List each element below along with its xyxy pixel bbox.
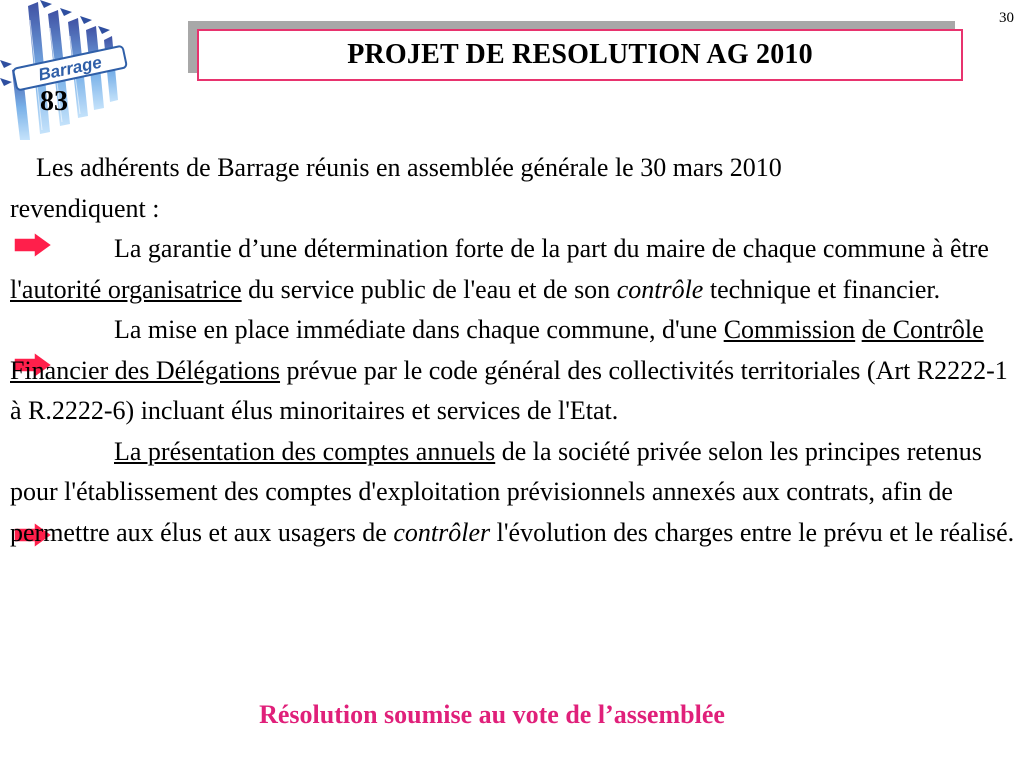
logo-number: 83 xyxy=(40,86,68,117)
item-1-text-c: technique et financier. xyxy=(703,274,941,304)
resolution-note: Résolution soumise au vote de l’assemblée xyxy=(259,700,725,729)
item-3-underlined: La présentation des comptes annuels xyxy=(114,436,496,466)
intro-line-1: Les adhérents de Barrage réunis en assemblée générale le 30 mars 2010 xyxy=(36,153,782,182)
item-paragraph-3 xyxy=(10,432,1020,554)
item-2-underlined-b: de Contrôle Financier des Délégations xyxy=(10,315,984,385)
item-2-text-b: prévue par le code général des collectivités territoriales (Art R2222-1 à R.2222-6) incluant élus minoritaires et services de l'Etat. xyxy=(10,355,1008,425)
item-paragraph-2 xyxy=(10,310,1020,432)
logo-text: Barrage xyxy=(36,52,104,85)
barrage-logo-graphic xyxy=(0,0,150,145)
item-3-text-a: de la société privée selon les principes retenus pour l'établissement des comptes d'exploitation prévisionnels annexés aux contrats, afin de permettre aux élus et aux usagers de xyxy=(10,436,982,547)
item-3-text-b: l'évolution des charges entre le prévu et le réalisé. xyxy=(490,517,1015,547)
title-box xyxy=(197,29,963,81)
item-2-text-a: La mise en place immédiate dans chaque commune, d'une xyxy=(114,315,724,344)
item-1-text-b: du service public de l'eau et de son xyxy=(241,274,617,304)
page-number: 30 xyxy=(999,10,1014,26)
item-3-italic: contrôler xyxy=(393,517,491,547)
barrage-logo xyxy=(0,0,150,145)
intro-line-2: revendiquent : xyxy=(10,193,160,223)
item-2-underlined-a: Commission xyxy=(723,315,856,344)
item-1-italic: contrôle xyxy=(616,274,704,304)
item-paragraph-1 xyxy=(10,229,1020,310)
item-1-underlined: l'autorité organisatrice xyxy=(10,274,242,304)
intro-paragraph xyxy=(10,148,1020,229)
item-1-text-a: La garantie d’une détermination forte de la part du maire de chaque commune à être xyxy=(114,234,989,263)
page-title: PROJET DE RESOLUTION AG 2010 xyxy=(347,39,813,70)
body-text xyxy=(10,148,1020,553)
